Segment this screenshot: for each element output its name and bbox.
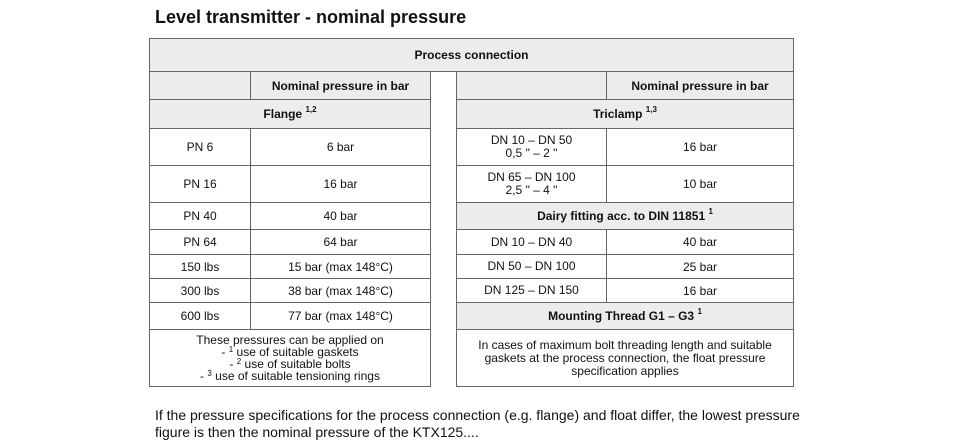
nominal-left-header: Nominal pressure in bar xyxy=(251,72,431,100)
column-gap xyxy=(431,72,457,100)
table-cell: 16 bar xyxy=(607,279,794,303)
triclamp-section-header xyxy=(457,100,794,129)
table-cell: 600 lbs xyxy=(150,303,251,330)
table-cell: 25 bar xyxy=(607,255,794,279)
column-gap xyxy=(431,255,457,279)
note-item: - $^3$ use of suitable tensioning rings xyxy=(200,369,380,383)
table-cell: 15 bar (max 148°C) xyxy=(251,255,431,279)
table-cell: 40 bar xyxy=(607,230,794,255)
column-gap xyxy=(431,166,457,203)
table-cell xyxy=(457,129,607,166)
table-cell: 77 bar (max 148°C) xyxy=(251,303,431,330)
blank-header-cell xyxy=(150,72,251,100)
mounting-section-header xyxy=(457,303,794,330)
column-gap xyxy=(431,330,457,387)
table-cell: 6 bar xyxy=(251,129,431,166)
table-cell: PN 6 xyxy=(150,129,251,166)
table-cell: 10 bar xyxy=(607,166,794,203)
column-gap xyxy=(431,129,457,166)
table-cell: DN 50 – DN 100 xyxy=(457,255,607,279)
table-cell: 16 bar xyxy=(607,129,794,166)
nominal-right-header: Nominal pressure in bar xyxy=(607,72,794,100)
table-cell: DN 10 – DN 40 xyxy=(457,230,607,255)
table-cell: 150 lbs xyxy=(150,255,251,279)
size-range-inch: 0,5 " – 2 " xyxy=(505,146,558,160)
table-cell: 300 lbs xyxy=(150,279,251,303)
flange-footnote: 1,2 xyxy=(305,105,317,114)
note-item: - $^2$ use of suitable bolts xyxy=(229,357,351,371)
table-header: Process connection xyxy=(150,39,794,72)
column-gap xyxy=(431,279,457,303)
flange-notes xyxy=(150,330,431,387)
nominal-pressure-table xyxy=(149,38,794,387)
page-title: Level transmitter - nominal pressure xyxy=(155,7,467,27)
table-cell: PN 40 xyxy=(150,203,251,230)
column-gap xyxy=(431,303,457,330)
size-range: DN 10 – DN 50 xyxy=(490,133,573,147)
footer-paragraph: If the pressure specifications for the process connection (e.g. flange) and float differ, the lowest pressure figure is then the nominal pressure of the KTX125.... xyxy=(155,407,800,440)
mounting-footnote: 1 xyxy=(697,307,702,316)
notes-intro: These pressures can be applied on xyxy=(196,333,384,347)
triclamp-label: Triclamp xyxy=(593,107,643,121)
triclamp-footnote: 1,3 xyxy=(645,105,657,114)
table-cell: 38 bar (max 148°C) xyxy=(251,279,431,303)
table-cell: DN 125 – DN 150 xyxy=(457,279,607,303)
dairy-label: Dairy fitting acc. to DIN 11851 xyxy=(537,209,706,223)
dairy-footnote: 1 xyxy=(708,207,713,216)
note-item: - $^1$ use of suitable gaskets xyxy=(221,345,359,359)
mounting-note: In cases of maximum bolt threading length and suitable gaskets at the process connection, the float pressure specification applies xyxy=(457,330,794,387)
blank-header-cell xyxy=(457,72,607,100)
column-gap xyxy=(431,100,457,129)
flange-label: Flange xyxy=(263,107,303,121)
column-gap xyxy=(431,203,457,230)
column-gap xyxy=(431,230,457,255)
table-cell: 40 bar xyxy=(251,203,431,230)
table-cell: 16 bar xyxy=(251,166,431,203)
size-range: DN 65 – DN 100 xyxy=(487,170,576,184)
size-range-inch: 2,5 " – 4 " xyxy=(505,183,558,197)
mounting-label: Mounting Thread G1 – G3 xyxy=(548,309,695,323)
table-cell: PN 16 xyxy=(150,166,251,203)
table-cell: PN 64 xyxy=(150,230,251,255)
flange-section-header xyxy=(150,100,431,129)
table-cell xyxy=(457,166,607,203)
dairy-section-header xyxy=(457,203,794,230)
table-cell: 64 bar xyxy=(251,230,431,255)
